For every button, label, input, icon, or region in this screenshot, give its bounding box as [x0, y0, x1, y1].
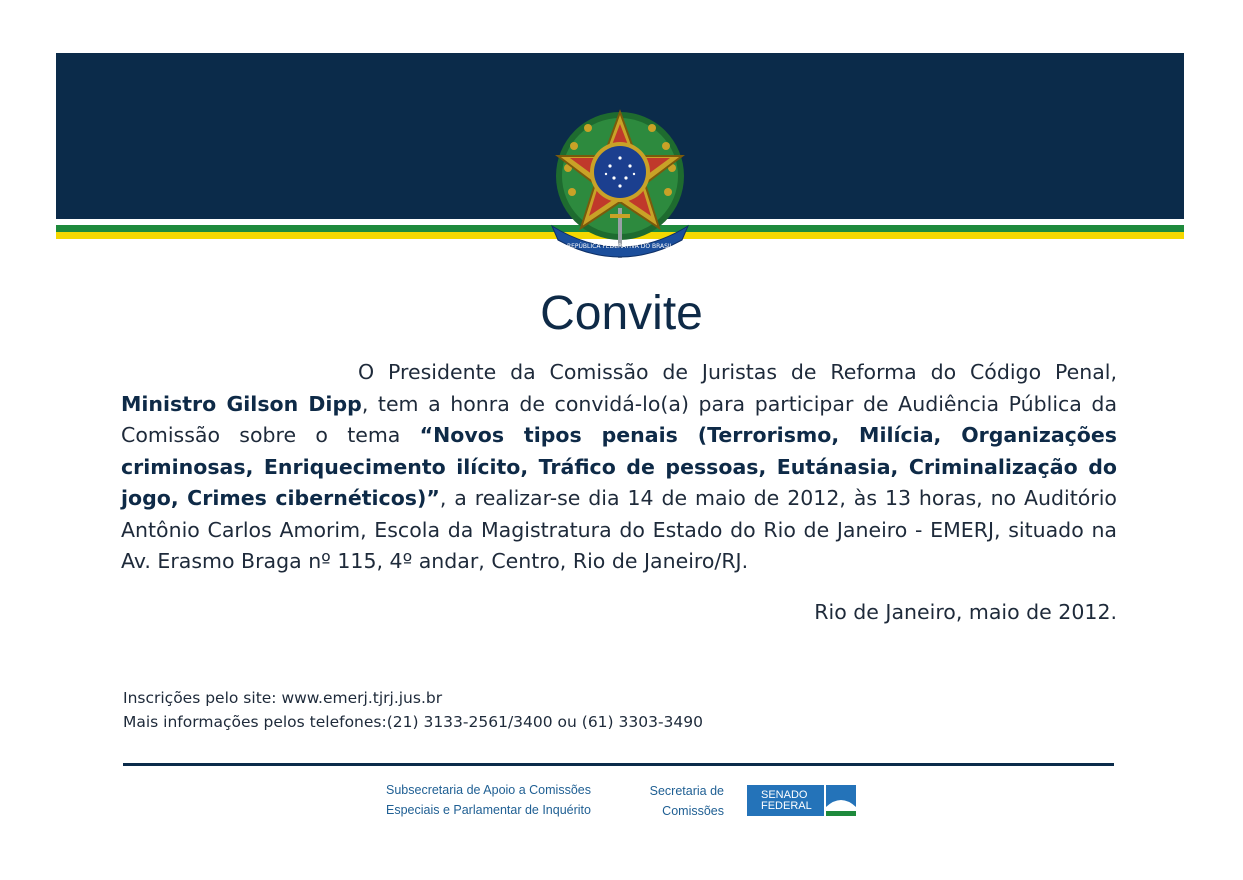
brazil-coat-of-arms-icon	[548, 108, 692, 264]
subsecretaria-line1: Subsecretaria de Apoio a Comissões	[386, 783, 591, 797]
body-details: , a realizar-se dia 14 de maio de 2012, às 13 horas, no Auditório Antônio Carlos Amorim, Escola da Magistratura do Estado do Rio de Janeiro - EMERJ, situado na Av. Erasmo Braga nº 115, 4º andar, Centro, Rio de Janeiro/RJ.	[121, 486, 1117, 573]
footer-divider	[123, 763, 1114, 766]
contact-info	[123, 686, 703, 734]
registration-site: Inscrições pelo site: www.emerj.tjrj.jus.br	[123, 689, 443, 707]
subsecretaria-line2: Especiais e Parlamentar de Inquérito	[386, 803, 591, 817]
invitation-body	[121, 357, 1117, 578]
place-date: Rio de Janeiro, maio de 2012.	[814, 600, 1117, 624]
senado-line1: SENADO	[761, 789, 808, 801]
hearing-theme: “Novos tipos penais (Terrorismo, Milícia, Organizações criminosas, Enriquecimento ilícito, Tráfico de pessoas, Eutánasia, Criminalização do jogo, Crimes cibernéticos)”	[121, 423, 1117, 510]
secretaria-line1: Secretaria de	[649, 784, 724, 798]
phone-numbers: Mais informações pelos telefones:(21) 3133-2561/3400 ou (61) 3303-3490	[123, 713, 704, 731]
page-title: Convite	[540, 287, 703, 340]
body-intro: O Presidente da Comissão de Juristas de Reforma do Código Penal,	[358, 360, 1117, 384]
body-middle: , tem a honra de convidá-lo(a) para participar de Audiência Pública da Comissão sobre o tema	[121, 391, 1118, 447]
senado-text-box	[747, 785, 824, 816]
secretaria-label	[642, 781, 724, 821]
senado-dome-icon	[826, 785, 856, 816]
minister-name: Ministro Gilson Dipp	[121, 391, 362, 416]
secretaria-line2: Comissões	[662, 804, 724, 818]
senado-line2: FEDERAL	[761, 800, 812, 812]
senado-federal-logo	[747, 785, 857, 816]
svg-text:REPÚBLICA FEDERATIVA DO BRASIL: REPÚBLICA FEDERATIVA DO BRASIL	[566, 243, 674, 250]
subsecretaria-label	[386, 780, 591, 820]
